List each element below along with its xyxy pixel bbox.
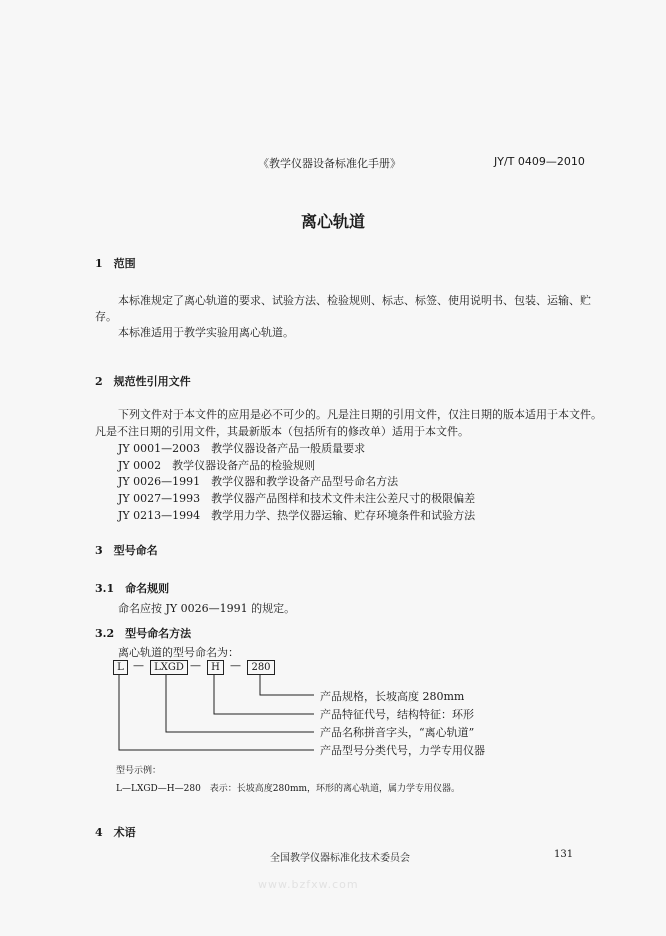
connector-line-classification: [119, 675, 314, 750]
model-code-box-name: LXGD: [150, 660, 188, 675]
section-1-para1-line1: 本标准规定了离心轨道的要求、试验方法、检验规则、标志、标签、使用说明书、包装、运输、贮: [118, 294, 591, 307]
model-code-dash: —: [190, 659, 201, 672]
reference-item: JY 0001—2003 教学仪器设备产品一般质量要求: [118, 442, 366, 455]
section-3-1-heading: 3.1 命名规则: [95, 582, 170, 595]
connector-line-name: [166, 675, 314, 732]
reference-item: JY 0026—1991 教学仪器和教学设备产品型号命名方法: [118, 475, 399, 488]
explanation-spec: 产品规格，长坡高度 280mm: [320, 690, 465, 703]
connector-line-spec: [260, 675, 314, 695]
section-2-para-line1: 下列文件对于本文件的应用是必不可少的。凡是注日期的引用文件，仅注日期的版本适用于本文件。: [118, 408, 602, 421]
model-code-box-spec: 280: [247, 660, 275, 675]
explanation-feature: 产品特征代号，结构特征：环形: [320, 708, 474, 721]
section-3-2-intro: 离心轨道的型号命名为：: [118, 646, 239, 659]
reference-item: JY 0027—1993 教学仪器产品图样和技术文件未注公差尺寸的极限偏差: [118, 492, 476, 505]
section-3-2-heading: 3.2 型号命名方法: [95, 627, 192, 640]
model-code-box-feature: H: [207, 660, 224, 675]
page-title: 离心轨道: [301, 212, 366, 231]
example-text: L—LXGD—H—280 表示：长坡高度280mm，环形的离心轨道，属力学专用仪器。: [116, 784, 461, 794]
footer-committee: 全国教学仪器标准化技术委员会: [270, 853, 410, 864]
section-4-heading: 4 术语: [95, 826, 136, 839]
model-code-dash: —: [133, 659, 144, 672]
page-number: 131: [554, 849, 574, 860]
standard-code: JY/T 0409—2010: [494, 155, 585, 168]
explanation-name: 产品名称拼音字头，“离心轨道”: [320, 726, 475, 739]
section-1-heading: 1 范围: [95, 257, 136, 270]
section-2-heading: 2 规范性引用文件: [95, 375, 191, 388]
section-1-para2: 本标准适用于教学实验用离心轨道。: [118, 326, 294, 339]
section-3-1-text: 命名应按 JY 0026—1991 的规定。: [118, 602, 296, 615]
reference-item: JY 0213—1994 教学用力学、热学仪器运输、贮存环境条件和试验方法: [118, 509, 476, 522]
section-3-heading: 3 型号命名: [95, 544, 158, 557]
book-title: 《教学仪器设备标准化手册》: [258, 157, 401, 170]
model-code-dash: —: [230, 659, 241, 672]
reference-item: JY 0002 教学仪器设备产品的检验规则: [118, 459, 316, 472]
section-1-para1-line2: 存。: [95, 310, 117, 323]
model-code-box-classification: L: [113, 660, 128, 675]
example-label: 型号示例：: [116, 766, 162, 776]
watermark-text: www.bzfxw.com: [258, 878, 359, 891]
explanation-classification: 产品型号分类代号，力学专用仪器: [320, 744, 485, 757]
section-2-para-line2: 凡是不注日期的引用文件，其最新版本（包括所有的修改单）适用于本文件。: [95, 425, 469, 438]
